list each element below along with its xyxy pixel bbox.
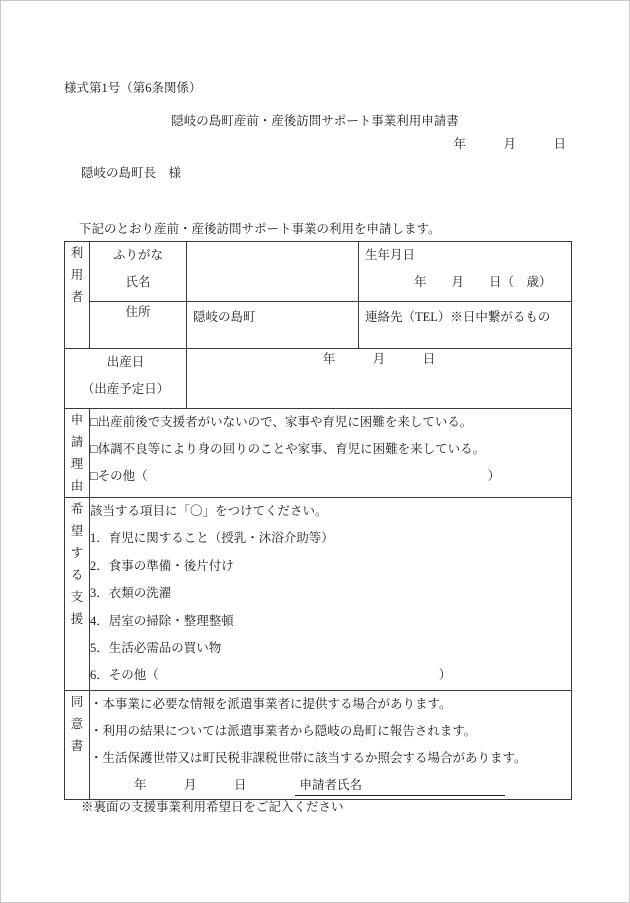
- consent-content-cell: [90, 690, 572, 799]
- consent-item-2: ・利用の結果については派遣事業者から隠岐の島町に報告されます。: [90, 723, 477, 738]
- intro-text: 下記のとおり産前・産後訪問サポート事業の利用を申請します。: [79, 222, 441, 236]
- reason-option-2-text: 体調不良等により身の回りのことや家事、育児に困難を来している。: [97, 442, 486, 456]
- reason-option-1-text: 出産前後で支援者がいないので、家事や育児に困難を来している。: [97, 415, 473, 429]
- addressee: 隠岐の島町長 様: [81, 166, 182, 180]
- consent-item-1: ・本事業に必要な情報を派遣事業者に提供する場合があります。: [90, 696, 452, 711]
- checkbox-icon: □: [90, 442, 98, 456]
- contact-label: 連絡先（TEL）※日中繋がるもの: [365, 310, 551, 324]
- reason-option-3: [90, 463, 571, 490]
- support-item-1: 1．育児に関すること（授乳・沐浴介助等）: [90, 531, 334, 546]
- support-item-4: 4．居室の掃除・整理整頓: [90, 613, 234, 628]
- applicant-name-label: 申請者氏名: [299, 777, 363, 792]
- applicant-name-field: [295, 775, 505, 796]
- support-item-3: 3．衣類の洗濯: [90, 586, 172, 601]
- application-form-table: [64, 241, 572, 800]
- section-consent: [65, 690, 90, 799]
- address-label: 住所: [125, 305, 151, 319]
- section-support-label: 希望する支援: [70, 502, 84, 626]
- document-title: 隠岐の島町産前・産後訪問サポート事業利用申請書: [171, 114, 459, 128]
- birthdate-blank: 年 月 日（ 歳）: [414, 275, 552, 289]
- header-date-blank: 年 月 日: [453, 137, 566, 151]
- birth-date-label-line1: 出産日: [106, 355, 145, 369]
- support-item-5: 5．生活必需品の買い物: [90, 641, 222, 656]
- reason-option-2: [90, 436, 571, 463]
- birth-date-blank: 年 月 日: [187, 349, 572, 409]
- support-item-2: 2．食事の準備・後片付け: [90, 558, 234, 573]
- address-value-cell: [187, 302, 359, 349]
- name-input-area: [187, 242, 359, 302]
- furigana-label: ふりがな: [112, 248, 163, 262]
- birth-date-label-line2: （出産予定日）: [81, 382, 170, 396]
- checkbox-icon: □: [90, 469, 98, 483]
- support-item-6-close: ）: [438, 668, 452, 683]
- name-label: 氏名: [125, 275, 151, 289]
- birthdate-label: 生年月日: [365, 248, 416, 262]
- section-support: [65, 498, 90, 691]
- name-label-cell: [90, 242, 187, 302]
- reason-option-1: [90, 409, 571, 436]
- consent-item-3: ・生活保護世帯又は町民税非課税世帯に該当するか照会する場合があります。: [90, 750, 527, 765]
- address-value: 隠岐の島町: [193, 310, 256, 324]
- section-applicant-label: 利用者: [70, 246, 84, 304]
- reason-content-cell: [90, 409, 572, 498]
- support-content-cell: [90, 498, 572, 691]
- birth-date-label-cell: [65, 349, 187, 409]
- contact-cell: [359, 302, 572, 349]
- form-number: 様式第1号（第6条関係）: [64, 81, 202, 95]
- support-instruction: 該当する項目に「〇」をつけてください。: [90, 504, 328, 518]
- reason-option-3-text: その他（: [97, 469, 148, 483]
- consent-sign-line: [90, 772, 571, 799]
- section-reason: [65, 409, 90, 498]
- section-reason-label: 申請理由: [70, 413, 84, 493]
- consent-date-blank: 年 月 日: [134, 777, 247, 792]
- checkbox-icon: □: [90, 415, 98, 429]
- support-item-6: [90, 662, 571, 689]
- birthdate-cell: [359, 242, 572, 302]
- support-item-6-text: 6．その他（: [90, 668, 159, 683]
- section-consent-label: 同意書: [70, 694, 84, 753]
- footer-note: ※裏面の支援事業利用希望日をご記入ください: [81, 800, 344, 814]
- section-applicant: [65, 242, 90, 349]
- reason-option-3-close: ）: [487, 469, 501, 483]
- address-label-cell: [90, 302, 187, 349]
